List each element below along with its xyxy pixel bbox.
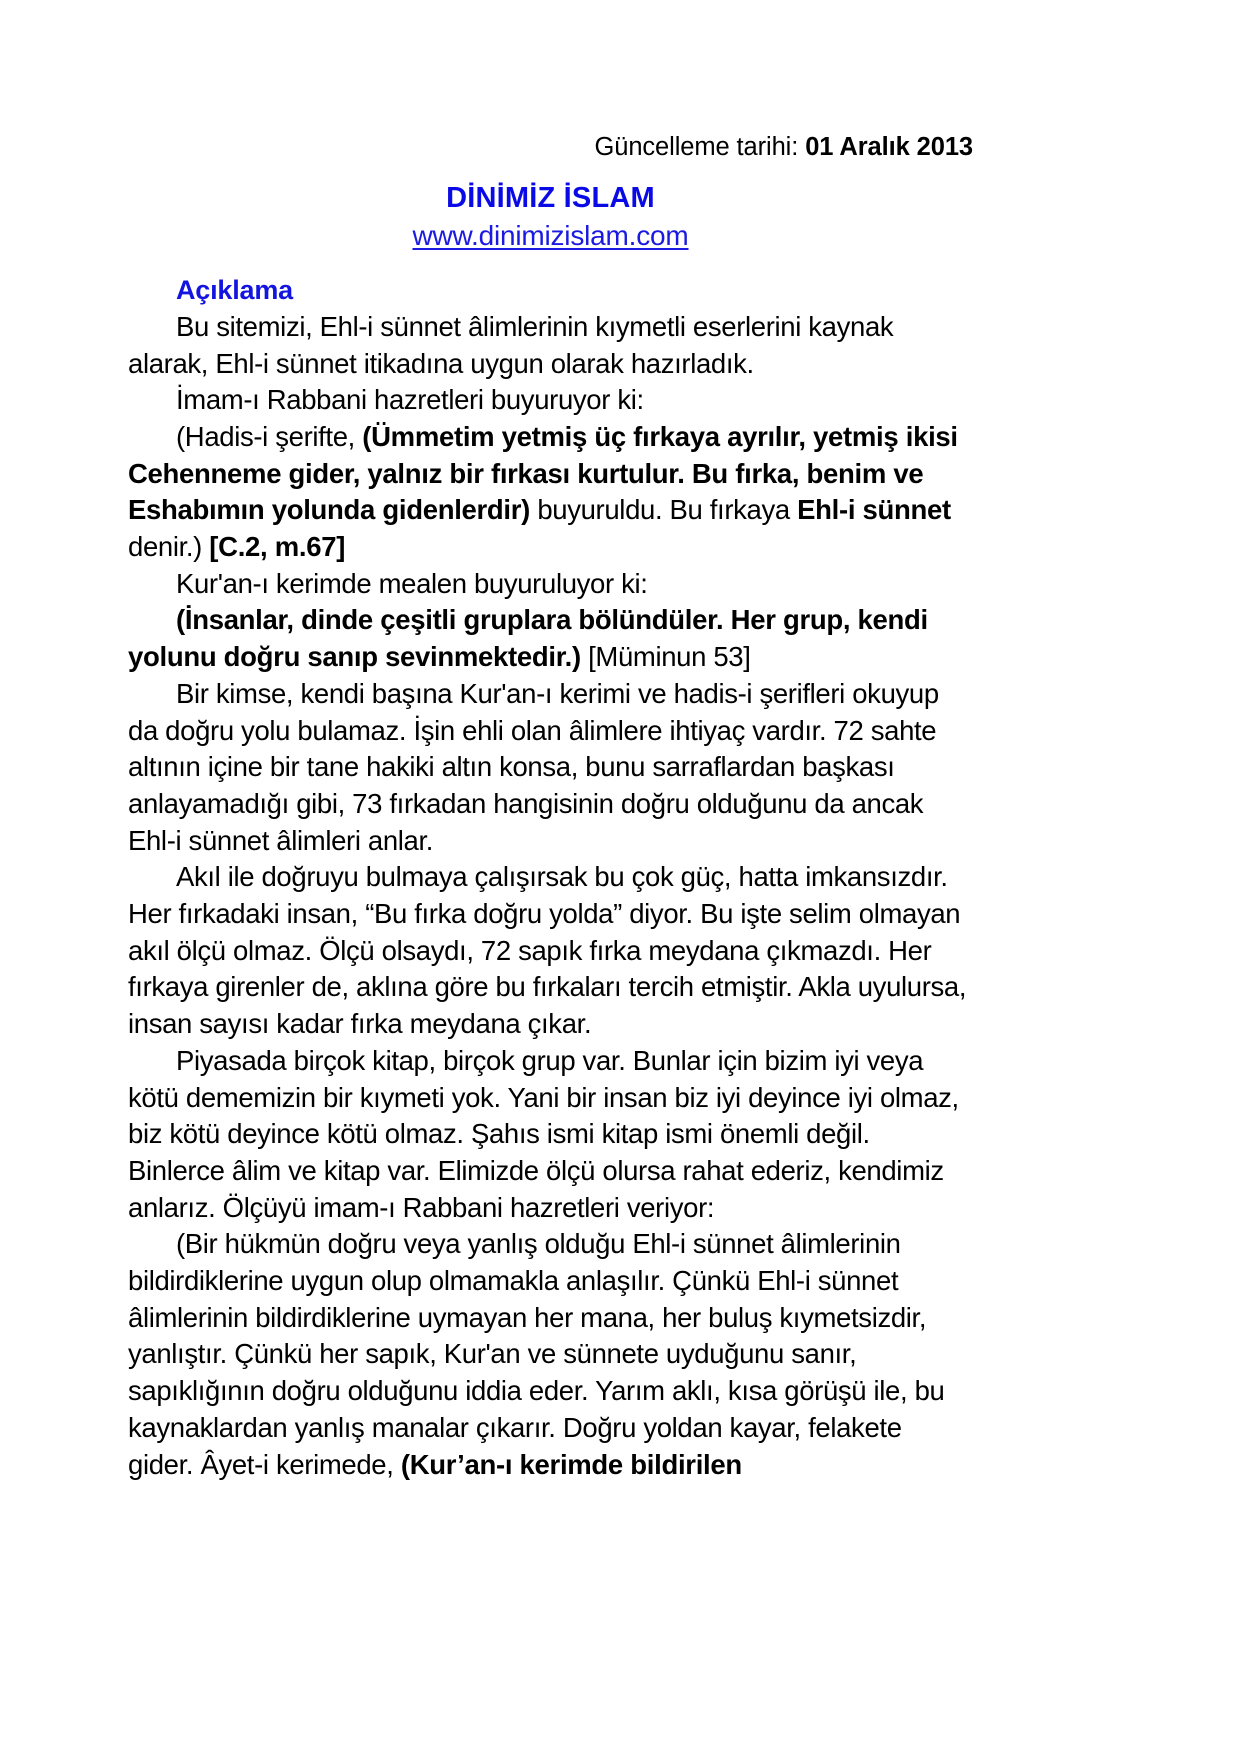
text-run: Piyasada birçok kitap, birçok grup var. Bunlar için bizim iyi veya kötü dememizin bir kıymeti yok. Yani bir insan biz iyi deyince iyi olmaz, biz kötü deyince kötü olmaz. Şahıs ismi kitap ismi önemli değil. Binlerce âlim ve kitap var. Elimizde ölçü olursa rahat ederiz, kendimiz anlarız. Ölçüyü imam-ı Rabbani hazretleri veriyor: [128, 1044, 959, 1223]
text-run: (Hadis-i şerifte, [176, 420, 363, 452]
page-title: DİNİMİZ İSLAM [446, 181, 655, 214]
text-run: buyuruldu. Bu fırkaya [530, 494, 798, 526]
text-run: Bir kimse, kendi başına Kur'an-ı kerimi ve hadis-i şerifleri okuyup da doğru yolu bulamaz. İşin ehli olan âlimlere ihtiyaç vardır. 72 sahte altının içine bir tane hakiki altın konsa, bunu sarraflardan başkası anlayamadığı gibi, 73 fırkadan hangisinin doğru olduğunu da ancak Ehl-i sünnet âlimleri anlar. [128, 677, 939, 856]
document-content [128, 132, 973, 1483]
text-run-bold: [C.2, m.67] [209, 531, 346, 563]
paragraph-kuran-intro [128, 566, 973, 603]
text-run-bold: Ehl-i sünnet [797, 494, 951, 526]
paragraph-muminun-verse [128, 602, 973, 675]
text-run: (Bir hükmün doğru veya yanlış olduğu Ehl-i sünnet âlimlerinin bildirdiklerine uygun olup olmamakla anlaşılır. Çünkü Ehl-i sünnet âlimlerinin bildirdiklerine uymayan her mana, her buluş kıymetsizdir, yanlıştır. Çünkü her sapık, Kur'an ve sünnete uyduğunu sanır, sapıklığının doğru olduğunu iddia eder. Yarım aklı, kısa görüşü ile, bu kaynaklardan yanlış manalar çıkarır. Doğru yoldan kayar, felakete gider. Âyet-i kerimede, [128, 1228, 945, 1480]
text-run: denir.) [128, 531, 210, 563]
text-run: Bu sitemizi, Ehl-i sünnet âlimlerinin kıymetli eserlerini kaynak alarak, Ehl-i sünnet itikadına uygun olarak hazırladık. [128, 310, 894, 379]
section-heading-aciklama: Açıklama [176, 275, 293, 306]
paragraph-bir-hukmun [128, 1226, 973, 1483]
text-run: Kur'an-ı kerimde mealen buyuruluyor ki: [176, 567, 648, 599]
paragraph-akil-ile [128, 859, 973, 1043]
paragraph-list [128, 309, 973, 1484]
text-run-bold: (Kur’an-ı kerimde bildirilen [400, 1448, 742, 1480]
update-date-value: 01 Aralık 2013 [805, 133, 973, 161]
update-date-line [128, 132, 973, 163]
paragraph-piyasada [128, 1043, 973, 1227]
text-run-bold: (İnsanlar, dinde çeşitli gruplara bölündüler. Her grup, kendi yolunu doğru sanıp sevinmektedir.) [128, 604, 928, 673]
site-url-link[interactable]: www.dinimizislam.com [412, 219, 689, 251]
text-run: İmam-ı Rabbani hazretleri buyuruyor ki: [176, 384, 644, 416]
text-run: [Müminun 53] [580, 641, 751, 673]
paragraph-hadis-quote [128, 419, 973, 566]
site-url-container [128, 219, 973, 253]
paragraph-imam-rabbani-intro [128, 382, 973, 419]
text-run-bold: (Ümmetim yetmiş üç fırkaya ayrılır, yetmiş ikisi Cehenneme gider, yalnız bir fırkası kurtulur. Bu fırka, benim ve Eshabımın yolunda gidenlerdir) [128, 420, 958, 526]
text-run: Akıl ile doğruyu bulmaya çalışırsak bu çok güç, hatta imkansızdır. Her fırkadaki insan, “Bu fırka doğru yolda” diyor. Bu işte selim olmayan akıl ölçü olmaz. Ölçü olsaydı, 72 sapık fırka meydana çıkmazdı. Her fırkaya girenler de, aklına göre bu fırkaları tercih etmiştir. Akla uyulursa, insan sayısı kadar fırka meydana çıkar. [128, 861, 967, 1040]
paragraph-bir-kimse [128, 676, 973, 860]
paragraph-intro [128, 309, 973, 382]
update-date-label: Güncelleme tarihi: [594, 133, 806, 161]
